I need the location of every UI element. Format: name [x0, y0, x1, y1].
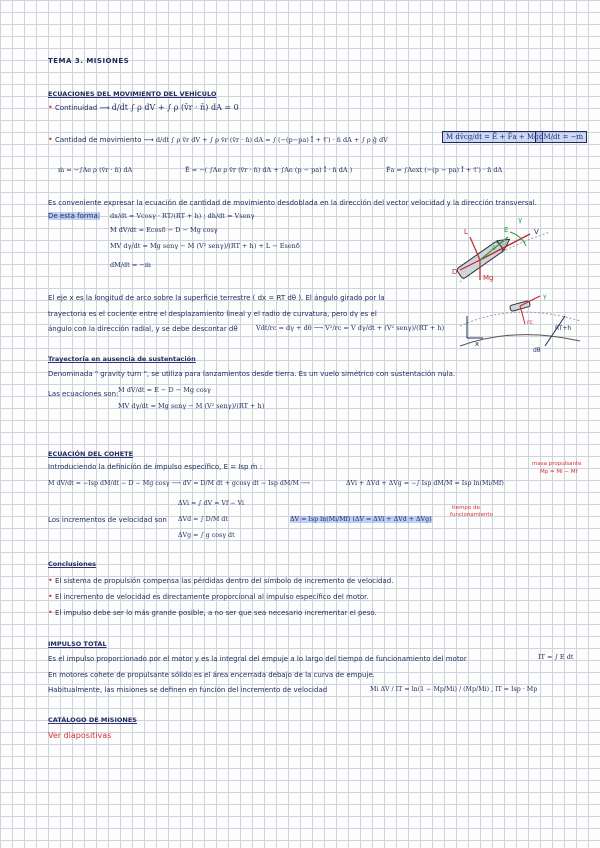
- diagram2-label-rc: rc: [527, 319, 533, 326]
- aero-force-definition: F̄a = ∫Aext (−(p − pa) Ī + τ̄′) · n̄ dA: [386, 166, 503, 174]
- form-label: De esta forma:: [48, 212, 101, 220]
- momentum-result-box: M dv̄cg/dt = Ē + F̄a + Mḡ: [442, 131, 543, 143]
- bullet-icon: •: [48, 576, 53, 585]
- diagram-label-v: V: [534, 228, 539, 236]
- continuity-equation: d/dt ∫ ρ dV + ∫ ρ (v̄r · n̄) dA = 0: [111, 103, 239, 112]
- rocket-eq1: M dV/dt = −Isp dM/dt − D − Mg cosγ ⟶ dV = D/M dt + gcosγ dt − Isp dM/M ⟶: [48, 480, 310, 487]
- section-heading-mission-catalog: CATÁLOGO DE MISIONES: [48, 716, 137, 724]
- mass-equation: dM/dt = −ṁ: [110, 261, 151, 269]
- impulse-line2: En motores cohete de propulsante sólido es el área encerrada debajo de la curva de empuje.: [48, 671, 375, 679]
- diagram-label-e: E: [504, 226, 509, 234]
- thrust-definition: Ē = −( ∫Ae ρ v̄r (v̄r · n̄) dA + ∫Ae (p − pa) Ī · n̄ dA ): [185, 166, 353, 174]
- section-heading-gravity-turn: Trayectoria en ausencia de sustentación: [48, 355, 196, 363]
- annotation-burn-time: tiempo de: [452, 505, 480, 511]
- normal-equation: MV dγ/dt = Mg senγ − M (V² senγ)/(RT + h) + L − Esenδ: [110, 242, 300, 250]
- impulse-line3: Habitualmente, las misiones se definen en función del incremento de velocidad: [48, 686, 328, 694]
- bullet-icon: •: [48, 135, 53, 144]
- arc-path: [460, 312, 580, 326]
- diagram-label-d: D: [452, 268, 458, 276]
- rocket-eq2: ΔVi + ΔVd + ΔVg = −∫ Isp dM/M = Isp ln(Mi/Mf): [346, 480, 504, 487]
- rocket-intro: Introduciendo la definición de impulso específico, E = Isp ṁ :: [48, 463, 263, 471]
- momentum-label: Cantidad de movimiento: [54, 136, 142, 144]
- impulse-line1: Es el impulso proporcionado por el motor y es la integral del empuje a lo largo del tiempo de funcionamiento del motor: [48, 655, 467, 663]
- increments-label: Los incrementos de velocidad son: [48, 516, 167, 524]
- impulse-equation: IT = ∫ E dt: [538, 653, 574, 661]
- diagram2-label-x: x: [475, 340, 480, 348]
- bullet-icon: •: [48, 103, 53, 112]
- section-heading-rocket-equation: ECUACIÓN DEL COHETE: [48, 450, 134, 458]
- gravity-turn-line1: Denominada " gravity turn ", se utiliza para lanzamientos desde tierra. Es un vuelo simétrico con sustentación nula.: [48, 370, 456, 378]
- mass-rate-box: dM/dt = −ṁ: [535, 131, 587, 143]
- section-heading-total-impulse: IMPULSO TOTAL: [48, 640, 107, 648]
- rocket-equation-result: ΔV = Isp ln(Mi/Mf) (ΔV = ΔVi + ΔVd + ΔVg): [290, 516, 432, 523]
- diagram-label-delta: δ: [492, 245, 496, 252]
- bullet-icon: •: [48, 608, 53, 617]
- section-heading-movement: ECUACIONES DEL MOVIMIENTO DEL VEHÍCULO: [48, 90, 217, 98]
- paragraph-arc-line3: ángulo con la dirección radial, y se debe descontar dθ: [48, 325, 238, 333]
- paragraph-arc-line1: El eje x es la longitud de arco sobre la superficie terrestre ( dx = RT dθ ). El ángulo girado por la: [48, 294, 385, 302]
- diagram-label-l: L: [464, 228, 468, 236]
- increment-ideal: ΔVi = ∫ dV = Vf − Vi: [178, 500, 245, 507]
- increment-gravity: ΔVg = ∫ g cosγ dt: [178, 532, 235, 539]
- diagram2-label-dtheta: dθ: [533, 347, 541, 354]
- annotation-propellant: masa propulsante: [532, 461, 582, 467]
- page-title: TEMA 3. MISIONES: [48, 57, 130, 65]
- gravity-turn-eq2: MV dγ/dt = Mg senγ − M (V² senγ)/(RT + h): [118, 402, 265, 410]
- kinematic-equations: dx/dt = Vcosγ · RT/(RT + h) ; dh/dt = Vsenγ: [110, 212, 255, 220]
- section-heading-conclusions: Conclusiones: [48, 560, 97, 568]
- momentum-row: • Cantidad de movimiento ⟶ d/dt ∫ ρ v̄r dV + ∫ ρ v̄r (v̄r · n̄) dA = ∫ (−(p−pa) Ī + τ̄′) · n̄ dA + ∫ ρ ḡ dV: [48, 135, 388, 144]
- gravity-turn-line2: Las ecuaciones son:: [48, 390, 119, 398]
- conclusion-item: • El sistema de propulsión compensa las pérdidas dentro del símbolo de incremento de velocidad.: [48, 576, 394, 585]
- annotation-burn-time-2: funcionamiento: [450, 512, 493, 518]
- diagram-label-mg: Mg: [483, 274, 494, 282]
- momentum-equation: d/dt ∫ ρ v̄r dV + ∫ ρ v̄r (v̄r · n̄) dA = ∫ (−(p−pa) Ī + τ̄′) · n̄ dA + ∫ ρ ḡ dV: [155, 136, 388, 144]
- gravity-turn-eq1: M dV/dt = E − D − Mg cosγ: [118, 386, 211, 394]
- curvature-diagram: [455, 286, 585, 361]
- conclusion-item: • El impulso debe ser lo más grande posible, a no ser que sea necesario incrementar el peso.: [48, 608, 377, 617]
- mission-equation: Mi ΔV / IT = ln(1 − Mp/Mi) / (Mp/Mi) , IT = Isp · Mp: [370, 686, 538, 693]
- annotation-propellant-mass: Mp = Mi − Mf: [540, 469, 578, 475]
- mdot-definition: ṁ = −∫Ae ρ (v̄r · n̄) dA: [58, 166, 133, 174]
- diagram2-label-gamma: γ: [543, 293, 547, 300]
- diagram-label-gamma: γ: [518, 216, 523, 224]
- continuity-label: Continuidad: [54, 104, 98, 112]
- bullet-icon: •: [48, 592, 53, 601]
- curvature-equation: Vdt/rc = dγ + dθ ⟶ V²/rc = V dγ/dt + (V² senγ)/(RT + h): [256, 324, 445, 332]
- continuity-row: • Continuidad ⟶ d/dt ∫ ρ dV + ∫ ρ (v̄r · n̄) dA = 0: [48, 103, 239, 112]
- rocket-forces-diagram: [430, 212, 585, 287]
- tangential-equation: M dV/dt = Ecosδ − D − Mg cosγ: [110, 226, 218, 234]
- slides-link[interactable]: Ver diapositivas: [48, 731, 112, 740]
- conclusion-item: • El incremento de velocidad es directamente proporcional al impulso específico del motor.: [48, 592, 369, 601]
- diagram2-label-rt: RT+h: [555, 325, 572, 332]
- increment-drag: ΔVd = ∫ D/M dt: [178, 516, 228, 523]
- paragraph-arc-line2: trayectoria es el cociente entre el desplazamiento lineal y el radio de curvatura, pero dγ es el: [48, 310, 377, 318]
- paragraph-decomposition: Es conveniente expresar la ecuación de cantidad de movimiento desdoblada en la dirección del vector velocidad y la dirección transversal.: [48, 199, 537, 207]
